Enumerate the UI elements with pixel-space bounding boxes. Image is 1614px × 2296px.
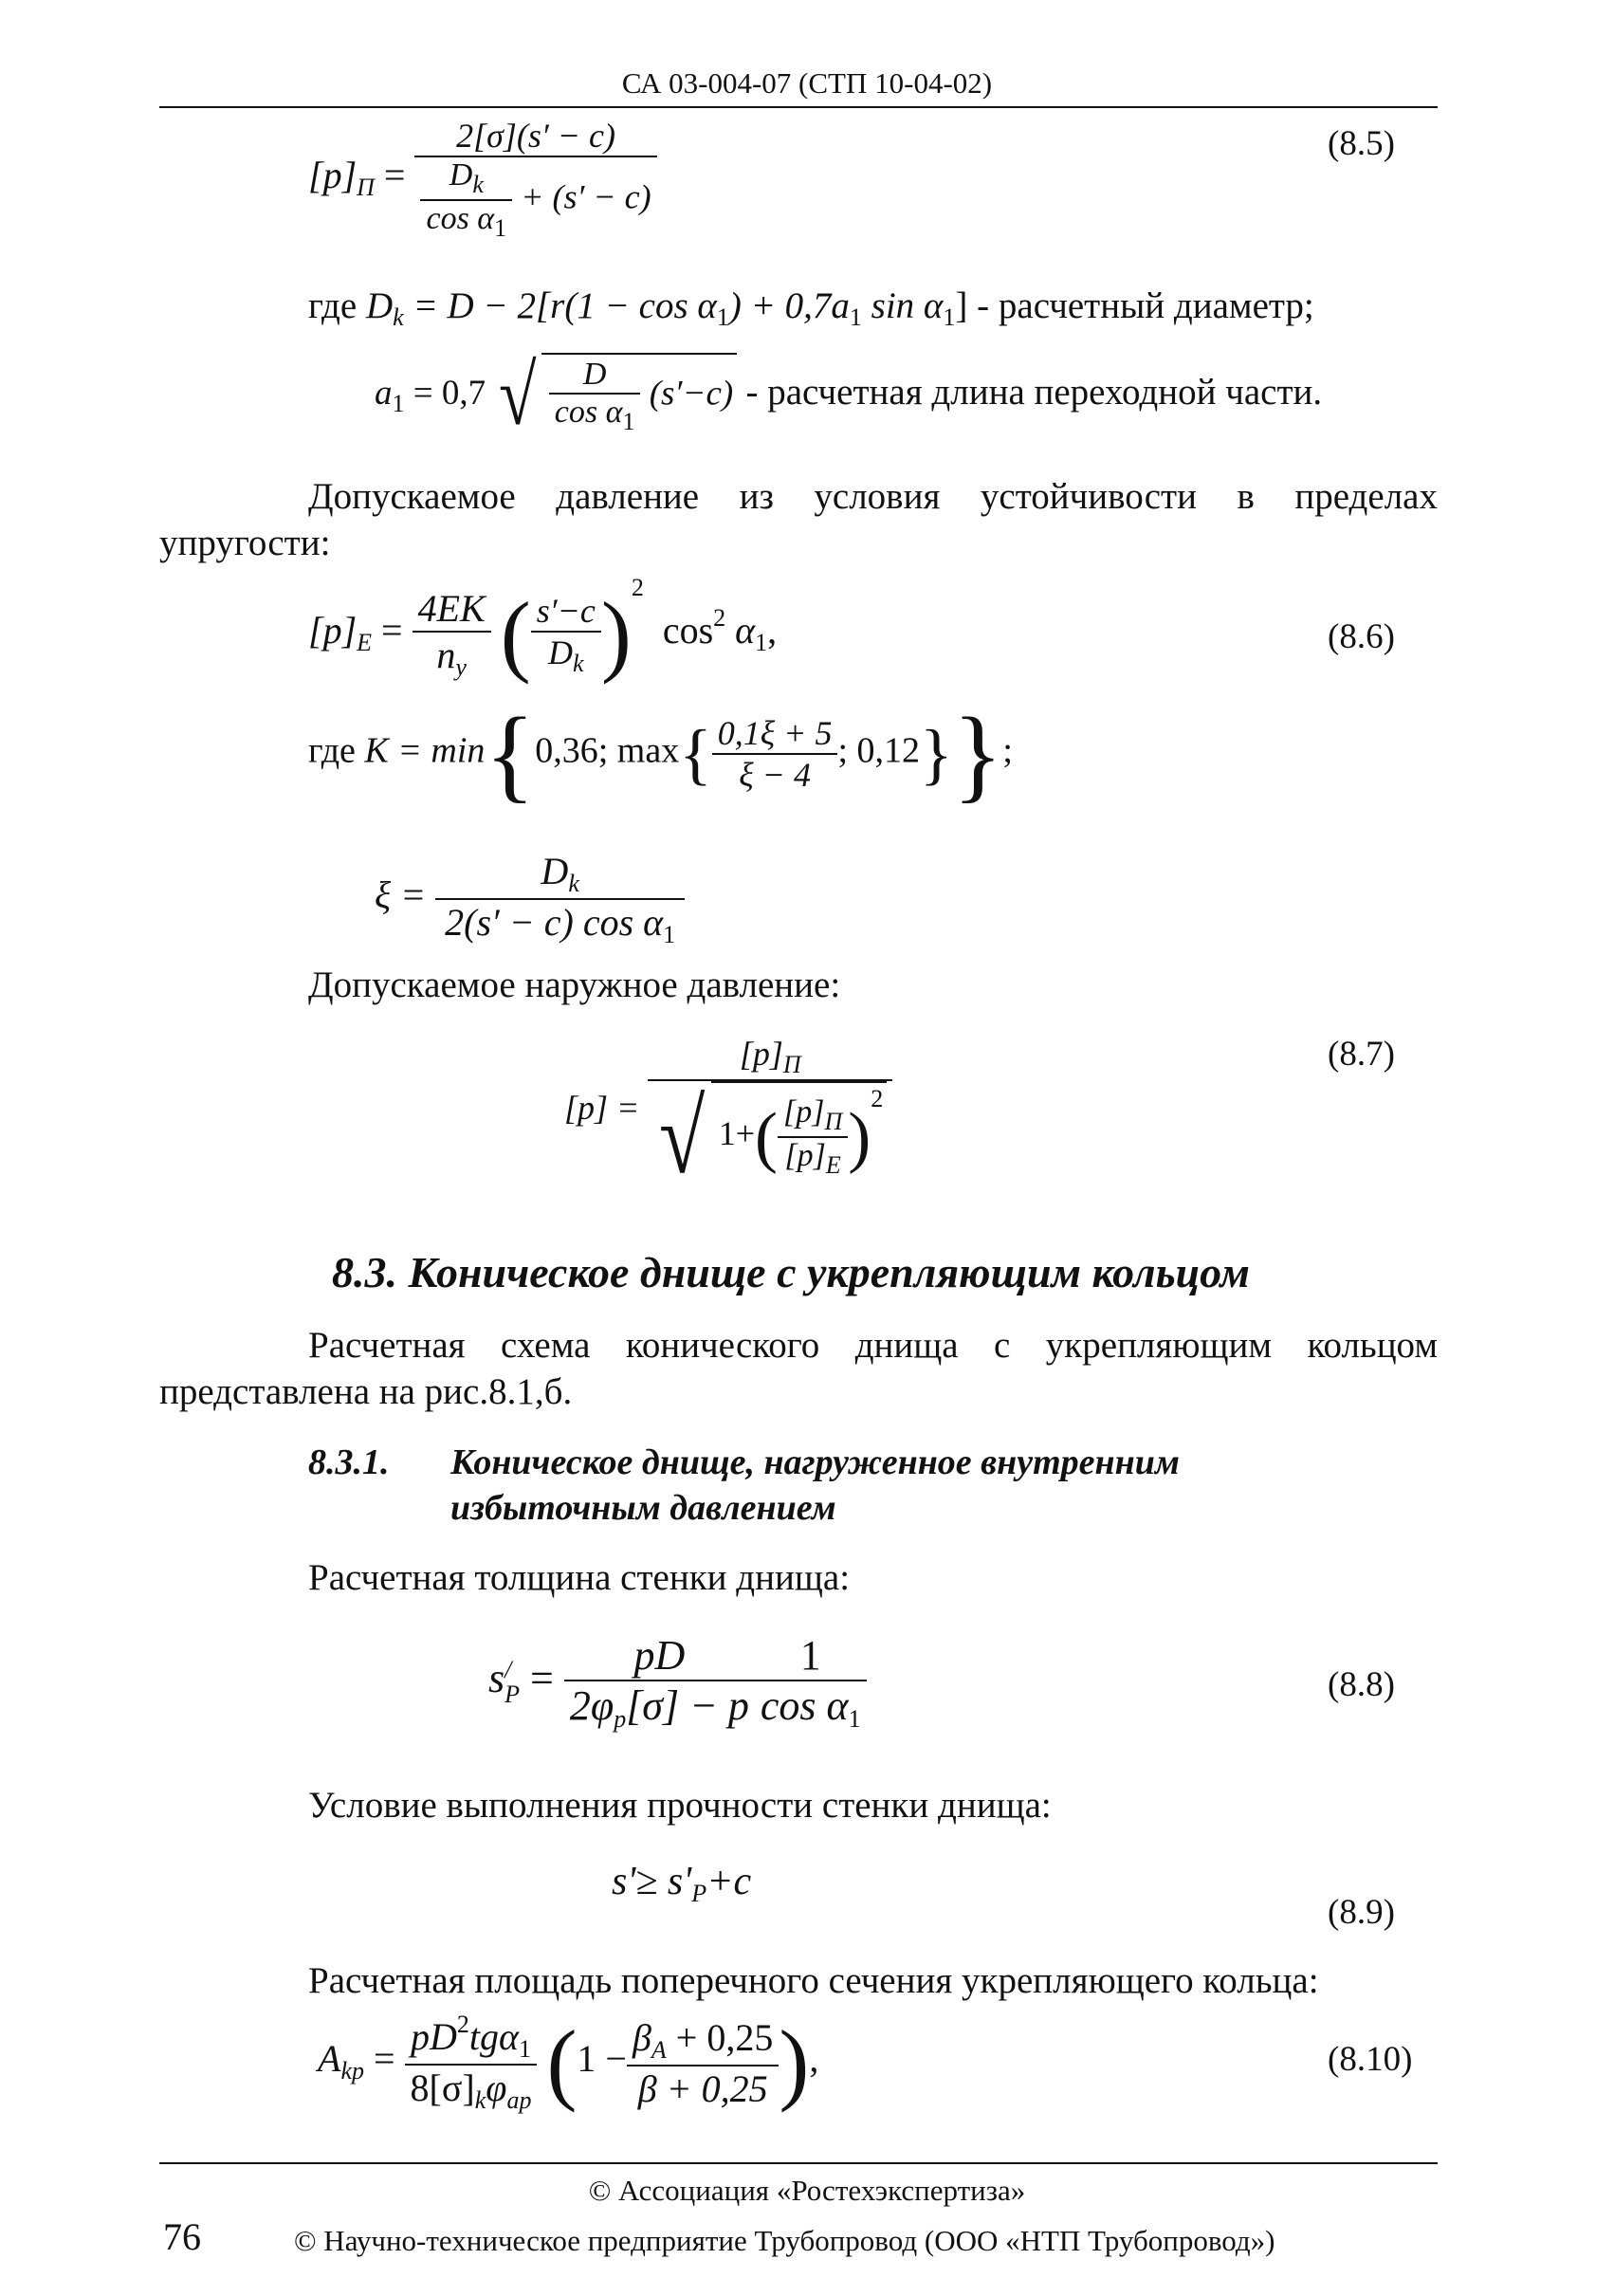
paragraph-strength-condition: Условие выполнения прочности стенки днища: [308,1785,1052,1826]
footer-rule [159,2162,1438,2164]
paragraph-stability: Допускаемое давление из условия устойчивости в пределах упругости: [159,476,1438,563]
paragraph-ring-area: Расчетная площадь поперечного сечения укрепляющего кольца: [308,1960,1319,2001]
footer-association: © Ассоциация «Ростехэкспертиза» [588,2174,1026,2207]
equation-8-8: s / P = $\frac{pD}{2\varphi_p[\sigma] - p}$ $\frac{1}{\cos \alpha_1}$ [488,1631,867,1734]
definition-k: где K = min{0,36; max{ $\frac{0,1\xi + 5}{\xi - 4}$ ; 0,12}}; [308,696,1013,812]
equation-number: (8.10) [1328,2040,1413,2079]
equation-8-5: $[p]_П$ = 2[σ](s′ − c) $\frac{D_k}{\cos \alpha_1}$ + (s′ − c) [308,116,657,243]
definition-dk: где $D_k = D - 2[r(1 - \cos \alpha_1) + 0,7a_1$ $\sin \alpha_1$] - расчетный диаметр; [308,285,1314,331]
equation-number: (8.8) [1328,1665,1395,1704]
section-title-8-3: 8.3. Коническое днище с укрепляющим кольцом [332,1248,1250,1296]
equation-number: (8.5) [1328,124,1395,163]
definition-xi: ξ = $\frac{D_k}{2(s' - c) \cos \alpha_1}$ [375,849,685,949]
paragraph-external-pressure: Допускаемое наружное давление: [308,964,841,1005]
equation-number: (8.9) [1328,1893,1395,1932]
subsection-title-8-3-1: 8.3.1. Коническое днище, нагруженное внутренним [308,1442,1180,1482]
definition-a1: $a_1 = 0,7$ √ $\frac{D}{\cos \alpha_1}$ (s′−c) - расчетная длина переходной части. [375,349,1323,443]
equation-8-7: [p] = $[p]_П$ √ 1+( $\frac{[p]_П}{[p]_E}$ )$^2$ [564,1034,892,1189]
equation-number: (8.7) [1328,1035,1395,1074]
footer-company: © Научно-техническое предприятие Трубопровод (ООО «НТП Трубопровод») [294,2224,1275,2257]
equation-8-10: $A_{kp}$ = $\frac{pD^2tg\alpha_1}{8[\sigma]_k\varphi_{ap}}$ (1 − $\frac{\beta_A + 0,25}{\beta + 0,25}$ ), [318,2011,819,2114]
paragraph-scheme: Расчетная схема конического днища с укрепляющим кольцом представлена на рис.8.1,б. [159,1325,1438,1412]
equation-8-9: $s'\ge s'_P+c$ [612,1860,752,1907]
subsection-title-8-3-1-line2: избыточным давлением [450,1488,836,1528]
page-header: СА 03-004-07 (СТП 10-04-02) [621,66,993,100]
equation-number: (8.6) [1328,617,1395,656]
page-number: 76 [163,2215,201,2258]
header-rule [159,106,1438,108]
paragraph-wall-thickness: Расчетная толщина стенки днища: [308,1557,851,1598]
equation-8-6: $[p]_E$ = $\frac{4EK}{n_y}$ ( $\frac{s'-c}{D_k}$ )$^2$ $\cos^2 \alpha_1$, [308,574,778,685]
